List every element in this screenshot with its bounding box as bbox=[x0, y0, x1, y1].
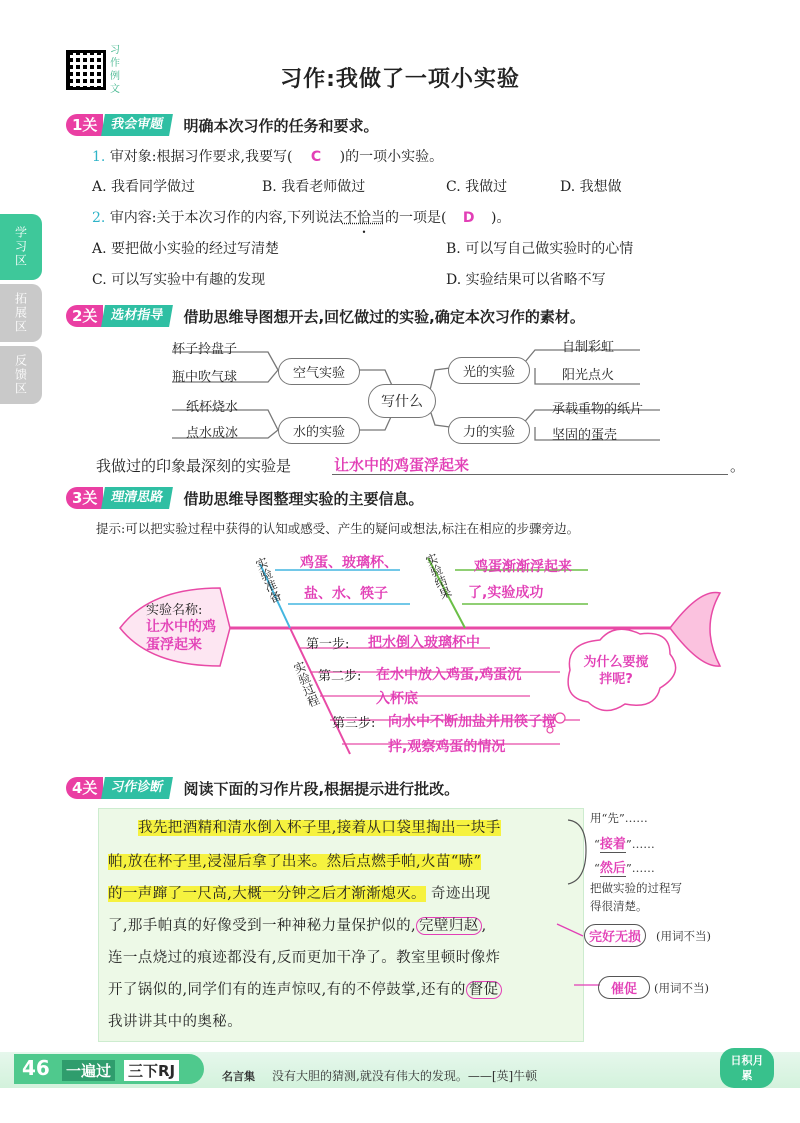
passage-l2-a: 帕,放在杯子里,浸湿后拿了出来。 bbox=[108, 854, 327, 870]
correction1: 完好无损 bbox=[584, 924, 646, 947]
q2-option-d: D. 实验结果可以省略不写 bbox=[446, 272, 606, 288]
q1-text-post: )的一项小实验。 bbox=[339, 149, 444, 165]
note1-line3 bbox=[594, 857, 655, 876]
q2-text-mid: 的一项是( bbox=[384, 210, 447, 226]
level3-badge bbox=[66, 487, 423, 509]
level2-sentence-end: 。 bbox=[730, 457, 746, 475]
level3-hint: 提示:可以把实验过程中获得的认知或感受、产生的疑问或想法,标注在相应的步骤旁边。 bbox=[96, 521, 580, 536]
fb-step2-label: 第二步: bbox=[318, 669, 362, 684]
q2-option-a: A. 要把做小实验的经过写清楚 bbox=[92, 241, 280, 257]
fb-prep-label: 实验准备 bbox=[252, 555, 284, 606]
fb-thought: 为什么要搅拌呢? bbox=[583, 655, 649, 687]
leaf-light-1: 自制彩虹 bbox=[562, 340, 615, 355]
level4-num: 4关 bbox=[66, 777, 103, 799]
corner-badge: 日积月累 bbox=[720, 1048, 774, 1088]
level2-badge bbox=[66, 305, 585, 327]
level4-name: 习作诊断 bbox=[101, 777, 173, 799]
note1-line2 bbox=[594, 833, 655, 852]
quote-text: 没有大胆的猜测,就没有伟大的发现。——[英]牛顿 bbox=[272, 1069, 538, 1083]
level2-answer: 让水中的鸡蛋浮起来 bbox=[334, 456, 470, 474]
level2-desc: 借助思维导图想开去,回忆做过的实验,确定本次习作的素材。 bbox=[183, 307, 585, 326]
q2-text-pre: 审内容:关于本次习作的内容,下列说法 bbox=[109, 210, 343, 226]
note1-quote-open: “ bbox=[594, 837, 600, 851]
q2-option-b: B. 可以写自己做实验时的心情 bbox=[446, 241, 634, 257]
level1-desc: 明确本次习作的任务和要求。 bbox=[183, 116, 379, 135]
q2-number: 2. bbox=[92, 210, 106, 226]
passage-l2-b: 然后点燃手帕,火苗“哧” bbox=[326, 854, 482, 870]
correction2-note: (用词不当) bbox=[654, 981, 709, 995]
level2-name: 选材指导 bbox=[101, 305, 173, 327]
grade-label: 三下RJ bbox=[124, 1060, 179, 1081]
level3-desc: 借助思维导图整理实验的主要信息。 bbox=[183, 489, 424, 508]
level3-name: 理清思路 bbox=[101, 487, 173, 509]
fb-prep-2: 盐、水、筷子 bbox=[304, 586, 388, 602]
passage-l4-error: 完壁归赵 bbox=[416, 917, 482, 935]
side-tab-feedback[interactable]: 反馈区 bbox=[0, 346, 42, 404]
leaf-light-2: 阳光点火 bbox=[562, 368, 615, 383]
fb-step1: 把水倒入玻璃杯中 bbox=[368, 635, 480, 651]
note1-answer-2: 然后 bbox=[599, 861, 626, 876]
quote-label: 名言集 bbox=[222, 1070, 255, 1083]
note1-line5: 得很清楚。 bbox=[590, 899, 648, 913]
passage-l4-a: 了,那手帕真的好像受到一种神秘力量保护似的, bbox=[108, 918, 417, 934]
correction1-note: (用词不当) bbox=[656, 929, 711, 943]
fb-name-answer-1: 让水中的鸡 bbox=[146, 619, 216, 635]
fb-result-2: 了,实验成功 bbox=[468, 585, 544, 601]
q2-answer: D bbox=[462, 210, 475, 226]
passage-l6-a: 开了锅似的,同学们有的连声惊叹,有的不停鼓掌,还有的 bbox=[108, 982, 466, 998]
q2-stem bbox=[92, 207, 510, 227]
passage-line-4 bbox=[108, 914, 487, 935]
note1-line4: 把做实验的过程写 bbox=[590, 881, 682, 895]
level1-num: 1关 bbox=[66, 114, 103, 136]
fb-process-label: 实验过程 bbox=[290, 659, 322, 710]
fb-step2-b: 入杯底 bbox=[376, 691, 418, 707]
note1-quote-close-2: ”…… bbox=[625, 861, 655, 875]
q1-text-pre: 审对象:根据习作要求,我要写( bbox=[109, 149, 293, 165]
note1-line1: 用“先”…… bbox=[590, 811, 648, 825]
passage-line-1 bbox=[138, 816, 501, 837]
q2-option-c: C. 可以写实验中有趣的发现 bbox=[92, 272, 266, 288]
q1-stem bbox=[92, 146, 443, 166]
fb-result-label: 实验结果 bbox=[422, 551, 454, 602]
note1-quote-open-2: “ bbox=[594, 861, 600, 875]
leaf-air-1: 杯子拎盘子 bbox=[172, 342, 238, 357]
page-title: 习作:我做了一项小实验 bbox=[280, 67, 520, 92]
qr-caption: 习作例文 bbox=[110, 45, 120, 95]
fb-result-1: 鸡蛋渐渐浮起来 bbox=[474, 559, 572, 575]
side-tab-study[interactable]: 学习区 bbox=[0, 214, 42, 280]
q2-text-post: )。 bbox=[490, 210, 511, 226]
fb-step2-a: 在水中放入鸡蛋,鸡蛋沉 bbox=[376, 667, 522, 683]
side-tab-extend[interactable]: 拓展区 bbox=[0, 284, 42, 342]
level2-num: 2关 bbox=[66, 305, 103, 327]
fb-prep-1: 鸡蛋、玻璃杯、 bbox=[300, 555, 398, 571]
passage-line-5: 连一点烧过的痕迹都没有,反而更加干净了。教室里顿时像炸 bbox=[108, 950, 501, 966]
q1-option-b: B. 我看老师做过 bbox=[262, 179, 366, 195]
leaf-water-2: 点水成冰 bbox=[186, 426, 239, 441]
correction2: 催促 bbox=[598, 976, 650, 999]
leaf-water-1: 纸杯烧水 bbox=[186, 400, 239, 415]
passage-line-6 bbox=[108, 978, 502, 999]
fb-name-answer-2: 蛋浮起来 bbox=[146, 637, 202, 653]
node-light: 光的实验 bbox=[448, 357, 530, 384]
node-water: 水的实验 bbox=[278, 417, 360, 444]
brand-name: 一遍过 bbox=[62, 1060, 115, 1081]
q1-option-a: A. 我看同学做过 bbox=[92, 179, 196, 195]
passage-l4-c: , bbox=[481, 918, 487, 934]
level2-sentence-pre: 我做过的印象最深刻的实验是 bbox=[96, 457, 292, 475]
fb-name-label: 实验名称: bbox=[146, 603, 203, 618]
passage-l1-a: 我先把酒精和清水倒入杯子里, bbox=[138, 820, 337, 836]
node-force: 力的实验 bbox=[448, 417, 530, 444]
level1-name: 我会审题 bbox=[101, 114, 173, 136]
passage-l3-a: 的一声蹿了一尺高,大概一分钟之后才渐渐熄灭。 bbox=[108, 886, 426, 902]
leaf-air-2: 瓶中吹气球 bbox=[172, 370, 238, 385]
note1-quote-close: ”…… bbox=[625, 837, 655, 851]
fb-step3-label: 第三步: bbox=[332, 716, 376, 731]
q1-option-c: C. 我做过 bbox=[446, 179, 508, 195]
note1-answer-1: 接着 bbox=[599, 837, 626, 852]
level3-num: 3关 bbox=[66, 487, 103, 509]
node-air: 空气实验 bbox=[278, 358, 360, 385]
passage-l6-error: 督促 bbox=[466, 981, 502, 999]
level4-desc: 阅读下面的习作片段,根据提示进行批改。 bbox=[183, 779, 460, 798]
q1-answer: C bbox=[310, 149, 322, 165]
level4-badge bbox=[66, 777, 459, 799]
leaf-force-1: 承载重物的纸片 bbox=[552, 402, 644, 417]
page-number: 46 bbox=[22, 1056, 50, 1080]
passage-line-7: 我讲讲其中的奥秘。 bbox=[108, 1014, 243, 1030]
leaf-force-2: 坚固的蛋壳 bbox=[552, 428, 618, 443]
passage-line-3 bbox=[108, 882, 491, 903]
q1-option-d: D. 我想做 bbox=[560, 179, 622, 195]
q2-emphasis: 不恰当 bbox=[342, 210, 385, 226]
node-center: 写什么 bbox=[368, 384, 436, 418]
passage-l1-b: 接着从口袋里掏出一块手 bbox=[336, 820, 501, 836]
fb-step3-a: 向水中不断加盐并用筷子搅 bbox=[388, 714, 556, 730]
passage-l3-b: 奇迹出现 bbox=[430, 886, 491, 902]
footer bbox=[0, 1048, 800, 1088]
passage-line-2 bbox=[108, 850, 481, 871]
level1-badge bbox=[66, 114, 378, 136]
q1-number: 1. bbox=[92, 149, 106, 165]
fb-step1-label: 第一步: bbox=[306, 637, 350, 652]
fb-step3-b: 拌,观察鸡蛋的情况 bbox=[388, 739, 506, 755]
